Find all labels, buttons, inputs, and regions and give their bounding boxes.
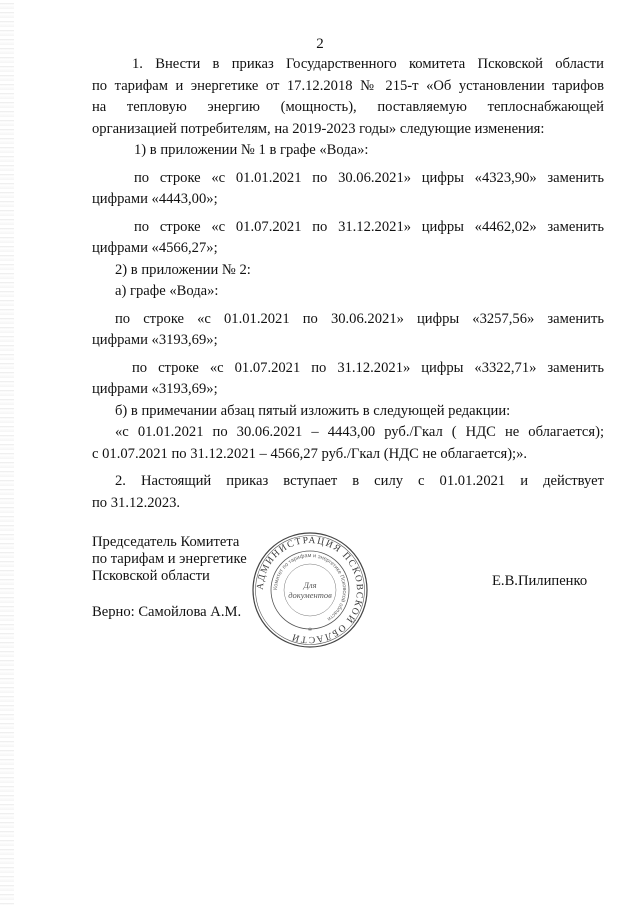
item-1-row-a: по строке «с 01.01.2021 по 30.06.2021» цифры «4323,90» заменить [134,169,604,186]
official-seal-stamp [250,530,370,650]
document-body [92,54,604,514]
quote-line-1: «с 01.01.2021 по 30.06.2021 – 4443,00 руб./Гкал ( НДС не облагается); [115,424,604,440]
paragraph-2-line-2: по 31.12.2023. [92,494,181,511]
signature-block [92,534,247,585]
item-2a-row-2-cont: цифрами «3193,69»; [92,381,218,397]
signatory-title-line: Председатель Комитета [92,534,240,550]
text-line: организацией потребителям, на 2019-2023 годы» следующие изменения: [92,120,545,137]
item-1-row-b: по строке «с 01.07.2021 по 31.12.2021» цифры «4462,02» заменить [134,218,604,235]
signer-name: Е.В.Пилипенко [492,573,588,589]
seal-inner-text: Комитет по тарифам и энергетике Псковской области [272,552,348,622]
seal-graphic [250,530,370,650]
item-2a-row-1: по строке «с 01.01.2021 по 30.06.2021» цифры «3257,56» заменить [115,310,604,327]
certified-copy-note: Верно: Самойлова А.М. [92,604,242,620]
item-2b-heading: б) в примечании абзац пятый изложить в следующей редакции: [115,402,511,419]
signatory-title-line: Псковской области [92,568,210,584]
item-1-row-b-cont: цифрами «4566,27»; [92,240,218,256]
text-line: по тарифам и энергетике от 17.12.2018 № 215-т «Об установлении тарифов [92,77,604,94]
paragraph-1 [92,54,604,140]
item-2-heading: 2) в приложении № 2: [115,261,251,278]
text-line: 1. Внести в приказ Государственного комитета Псковской области [132,56,604,72]
quote-line-2: с 01.07.2021 по 31.12.2021 – 4566,27 руб./Гкал (НДС не облагается);». [92,445,528,462]
signatory-title-line: по тарифам и энергетике [92,551,247,567]
item-2a-row-2: по строке «с 01.07.2021 по 31.12.2021» цифры «3322,71» заменить [132,359,604,376]
seal-star-icon: * [307,626,313,636]
paragraph-2-line-1: 2. Настоящий приказ вступает в силу с 01.01.2021 и действует [115,473,604,489]
scan-edge-artifact [0,0,14,905]
text-line: на тепловую энергию (мощность), поставляемую теплоснабжающей [92,99,604,115]
item-1-heading: 1) в приложении № 1 в графе «Вода»: [134,142,369,158]
page-number: 2 [316,36,324,52]
seal-center-line-1: Для [303,580,317,590]
seal-outer-text: АДМИНИСТРАЦИЯ ПСКОВСКОЙ ОБЛАСТИ [255,535,365,645]
item-1-row-a-cont: цифрами «4443,00»; [92,191,218,207]
item-2a-row-1-cont: цифрами «3193,69»; [92,332,218,348]
item-2a-heading: а) графе «Вода»: [115,283,219,299]
seal-center-line-2: документов [288,590,332,600]
